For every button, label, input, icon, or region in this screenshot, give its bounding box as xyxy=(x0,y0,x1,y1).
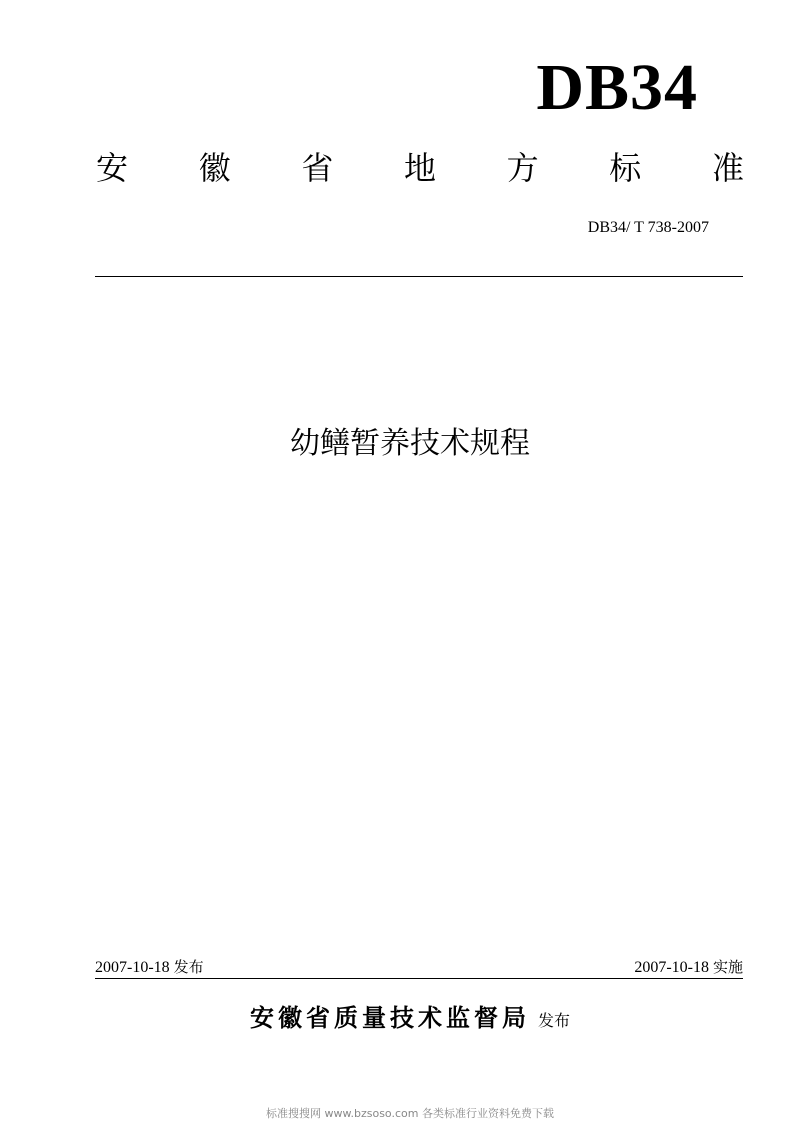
issuer-suffix: 发布 xyxy=(537,1011,570,1030)
footer-divider xyxy=(95,978,743,979)
document-title: 幼鳝暂养技术规程 xyxy=(290,426,530,461)
issue-date-label: 发布 xyxy=(173,958,204,976)
standard-code-mark: DB34 xyxy=(536,51,698,124)
standard-number: DB34/ T 738-2007 xyxy=(587,219,709,236)
issue-date-value: 2007-10-18 xyxy=(95,959,170,976)
standard-type-char: 准 xyxy=(711,149,744,187)
standard-type-char: 标 xyxy=(609,149,642,187)
standard-type-char: 地 xyxy=(403,149,436,187)
effective-date-value: 2007-10-18 xyxy=(634,959,709,976)
standard-type-char: 省 xyxy=(301,149,334,187)
header-divider xyxy=(95,276,743,277)
issuer xyxy=(0,1000,800,1036)
standard-type-heading xyxy=(96,148,744,188)
effective-date xyxy=(634,957,743,978)
issue-date xyxy=(95,957,204,978)
standard-type-char: 徽 xyxy=(198,149,231,187)
issuer-name: 安徽省质量技术监督局 xyxy=(249,1004,530,1032)
effective-date-label: 实施 xyxy=(712,958,743,976)
standard-type-char: 方 xyxy=(506,149,539,187)
standard-type-char: 安 xyxy=(96,149,129,187)
watermark-link[interactable]: 标准搜搜网 www.bzsoso.com 各类标准行业资料免费下载 xyxy=(266,1107,554,1120)
